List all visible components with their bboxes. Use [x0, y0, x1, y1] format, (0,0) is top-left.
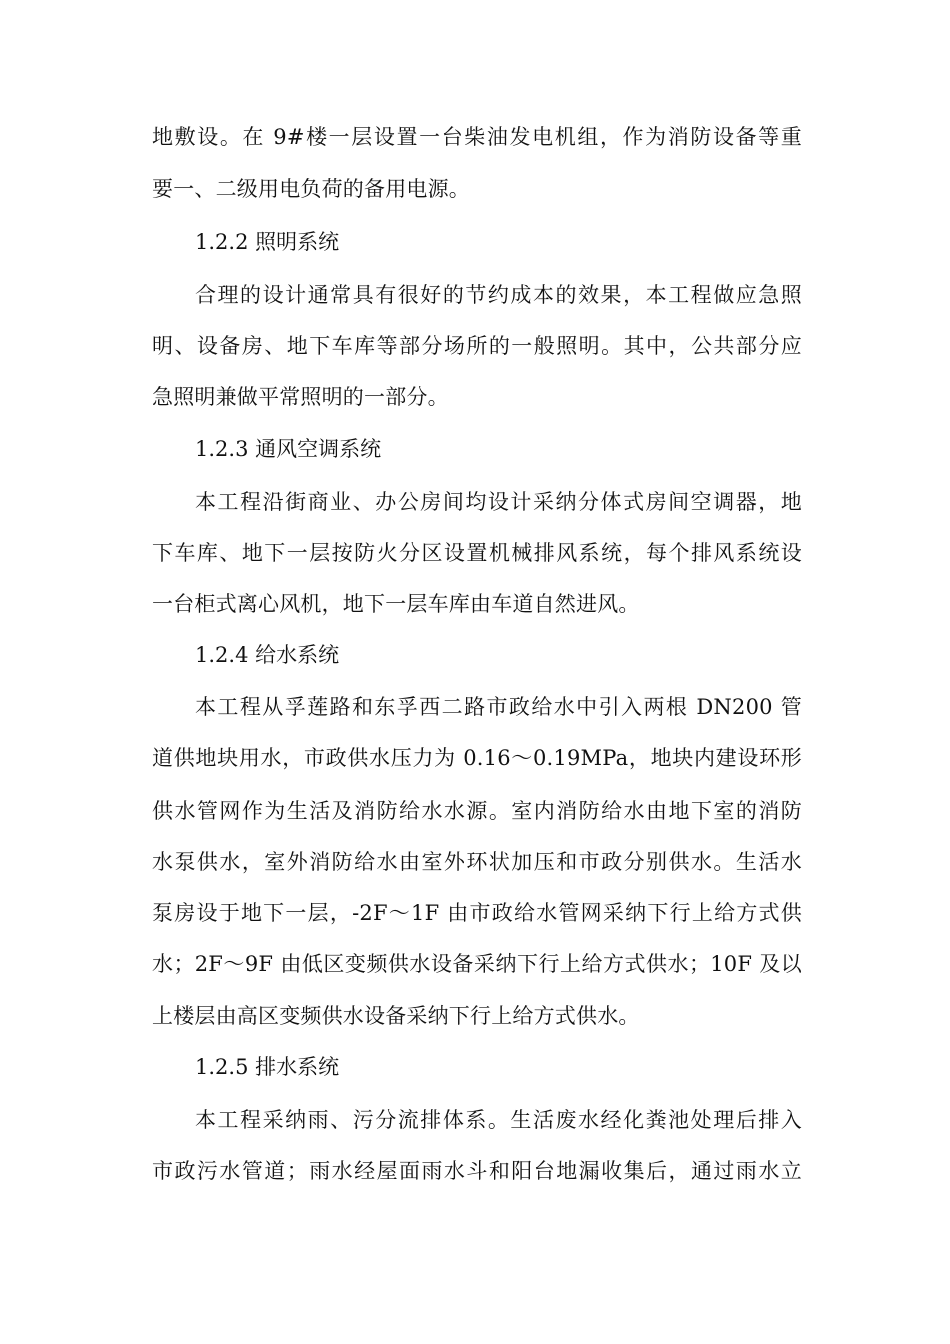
- paragraph-3-line-1: 本工程沿街商业、办公房间均设计采纳分体式房间空调器，地: [195, 490, 802, 514]
- paragraph-4-line-4: 水泵供水，室外消防给水由室外环状加压和市政分别供水。生活水: [152, 850, 802, 874]
- paragraph-1-line-1: 地敷设。在 9#楼一层设置一台柴油发电机组，作为消防设备等重: [152, 125, 802, 149]
- paragraph-4-line-5: 泵房设于地下一层，-2F～1F 由市政给水管网采纳下行上给方式供: [152, 901, 802, 925]
- paragraph-3-line-3: 一台柜式离心风机，地下一层车库由车道自然进风。: [152, 592, 640, 616]
- paragraph-1-line-2: 要一、二级用电负荷的备用电源。: [152, 177, 470, 201]
- paragraph-4-line-6: 水；2F～9F 由低区变频供水设备采纳下行上给方式供水；10F 及以: [152, 952, 802, 976]
- paragraph-2-line-1: 合理的设计通常具有很好的节约成本的效果，本工程做应急照: [195, 283, 802, 307]
- paragraph-3-line-2: 下车库、地下一层按防火分区设置机械排风系统，每个排风系统设: [152, 541, 802, 565]
- paragraph-4-line-7: 上楼层由高区变频供水设备采纳下行上给方式供水。: [152, 1004, 640, 1028]
- section-heading-hvac: 1.2.3 通风空调系统: [195, 437, 382, 461]
- section-heading-water-supply: 1.2.4 给水系统: [195, 643, 340, 667]
- paragraph-4-line-3: 供水管网作为生活及消防给水水源。室内消防给水由地下室的消防: [152, 799, 802, 823]
- section-heading-drainage: 1.2.5 排水系统: [195, 1055, 340, 1079]
- paragraph-5-line-1: 本工程采纳雨、污分流排体系。生活废水经化粪池处理后排入: [195, 1108, 802, 1132]
- paragraph-5-line-2: 市政污水管道；雨水经屋面雨水斗和阳台地漏收集后，通过雨水立: [152, 1159, 802, 1183]
- paragraph-4-line-2: 道供地块用水，市政供水压力为 0.16～0.19MPa，地块内建设环形: [152, 746, 802, 770]
- section-heading-lighting: 1.2.2 照明系统: [195, 230, 340, 254]
- paragraph-4-line-1: 本工程从孚莲路和东孚西二路市政给水中引入两根 DN200 管: [195, 695, 802, 719]
- paragraph-2-line-2: 明、设备房、地下车库等部分场所的一般照明。其中，公共部分应: [152, 334, 802, 358]
- paragraph-2-line-3: 急照明兼做平常照明的一部分。: [152, 385, 449, 409]
